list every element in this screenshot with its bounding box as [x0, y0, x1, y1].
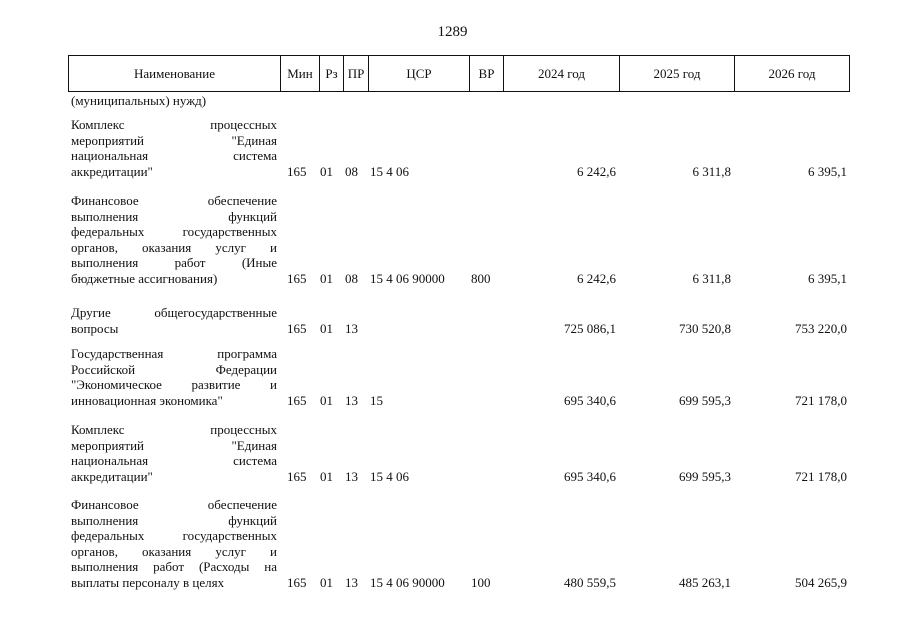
row-name-line: инновационная экономика" — [71, 392, 223, 408]
row-name-line: выплаты персоналу в целях — [71, 574, 225, 590]
row-name-line: Финансовое обеспечение — [71, 497, 277, 512]
row-name — [71, 305, 277, 336]
cell-y2024: 480 559,5 — [564, 574, 616, 590]
row-name — [71, 93, 277, 109]
cell-csr: 15 4 06 — [370, 468, 409, 484]
header-2026: 2026 год — [768, 66, 816, 81]
row-name-line: мероприятий "Единая — [71, 437, 277, 453]
cell-y2026: 6 395,1 — [808, 163, 847, 179]
cell-y2026: 753 220,0 — [795, 320, 847, 336]
cell-pr: 13 — [345, 574, 358, 590]
row-name-line: аккредитации" — [71, 468, 153, 484]
cell-csr: 15 4 06 — [370, 163, 409, 179]
row-name — [71, 346, 277, 408]
row-name-line: мероприятий "Единая — [71, 132, 277, 148]
row-name-line: федеральных государственных — [71, 224, 277, 239]
row-name-line: выполнения функций — [71, 512, 277, 528]
table-header — [68, 55, 850, 92]
row-name-line: Государственная программа — [71, 346, 277, 361]
row-name-line: федеральных государственных — [71, 528, 277, 543]
row-name-line: Российской Федерации — [71, 361, 277, 377]
cell-y2026: 721 178,0 — [795, 392, 847, 408]
row-name-line: выполнения работ (Расходы на — [71, 559, 277, 574]
header-vr: ВР — [470, 56, 504, 91]
row-name-line: "Экономическое развитие и — [71, 377, 277, 392]
cell-rz: 01 — [320, 468, 333, 484]
row-name — [71, 497, 277, 590]
cell-pr: 08 — [345, 163, 358, 179]
row-name-line: национальная система — [71, 148, 277, 163]
cell-y2024: 695 340,6 — [564, 392, 616, 408]
cell-y2025: 699 595,3 — [679, 468, 731, 484]
row-name-line: (муниципальных) нужд) — [71, 93, 207, 108]
row-name-line: выполнения работ (Иные — [71, 255, 277, 270]
cell-rz: 01 — [320, 270, 333, 286]
cell-y2026: 504 265,9 — [795, 574, 847, 590]
cell-min: 165 — [287, 163, 307, 179]
page-number: 1289 — [437, 24, 468, 40]
cell-pr: 13 — [345, 320, 358, 336]
cell-pr: 08 — [345, 270, 358, 286]
cell-csr: 15 4 06 90000 — [370, 574, 445, 590]
header-min: Мин — [281, 56, 320, 91]
cell-vr: 100 — [471, 574, 491, 590]
cell-pr: 13 — [345, 392, 358, 408]
header-2024: 2024 год — [504, 56, 620, 91]
cell-pr: 13 — [345, 468, 358, 484]
cell-y2024: 725 086,1 — [564, 320, 616, 336]
row-name — [71, 117, 277, 179]
cell-y2024: 6 242,6 — [577, 270, 616, 286]
row-name-line: Финансовое обеспечение — [71, 193, 277, 208]
cell-y2026: 6 395,1 — [808, 270, 847, 286]
header-pr: ПР — [344, 56, 369, 91]
cell-y2025: 485 263,1 — [679, 574, 731, 590]
header-name: Наименование — [69, 56, 281, 91]
row-name-line: органов, оказания услуг и — [71, 543, 277, 559]
cell-y2025: 699 595,3 — [679, 392, 731, 408]
row-name-line: Комплекс процессных — [71, 117, 277, 132]
header-rz: Рз — [320, 56, 344, 91]
cell-y2025: 6 311,8 — [692, 270, 731, 286]
cell-rz: 01 — [320, 392, 333, 408]
cell-min: 165 — [287, 320, 307, 336]
cell-min: 165 — [287, 392, 307, 408]
cell-csr: 15 4 06 90000 — [370, 270, 445, 286]
cell-vr: 800 — [471, 270, 491, 286]
row-name-line: аккредитации" — [71, 163, 153, 179]
row-name-line: вопросы — [71, 320, 119, 336]
cell-min: 165 — [287, 574, 307, 590]
cell-rz: 01 — [320, 574, 333, 590]
header-2025: 2025 год — [620, 56, 735, 91]
row-name — [71, 422, 277, 484]
row-name — [71, 193, 277, 286]
cell-csr: 15 — [370, 392, 383, 408]
cell-min: 165 — [287, 270, 307, 286]
cell-y2024: 6 242,6 — [577, 163, 616, 179]
row-name-line: Другие общегосударственные — [71, 305, 277, 320]
cell-rz: 01 — [320, 320, 333, 336]
row-name-line: Комплекс процессных — [71, 422, 277, 437]
cell-y2025: 730 520,8 — [679, 320, 731, 336]
cell-y2024: 695 340,6 — [564, 468, 616, 484]
row-name-line: национальная система — [71, 453, 277, 468]
header-csr: ЦСР — [369, 56, 470, 91]
cell-y2025: 6 311,8 — [692, 163, 731, 179]
row-name-line: органов, оказания услуг и — [71, 239, 277, 255]
cell-rz: 01 — [320, 163, 333, 179]
row-name-line: бюджетные ассигнования) — [71, 270, 218, 286]
cell-y2026: 721 178,0 — [795, 468, 847, 484]
cell-min: 165 — [287, 468, 307, 484]
row-name-line: выполнения функций — [71, 208, 277, 224]
